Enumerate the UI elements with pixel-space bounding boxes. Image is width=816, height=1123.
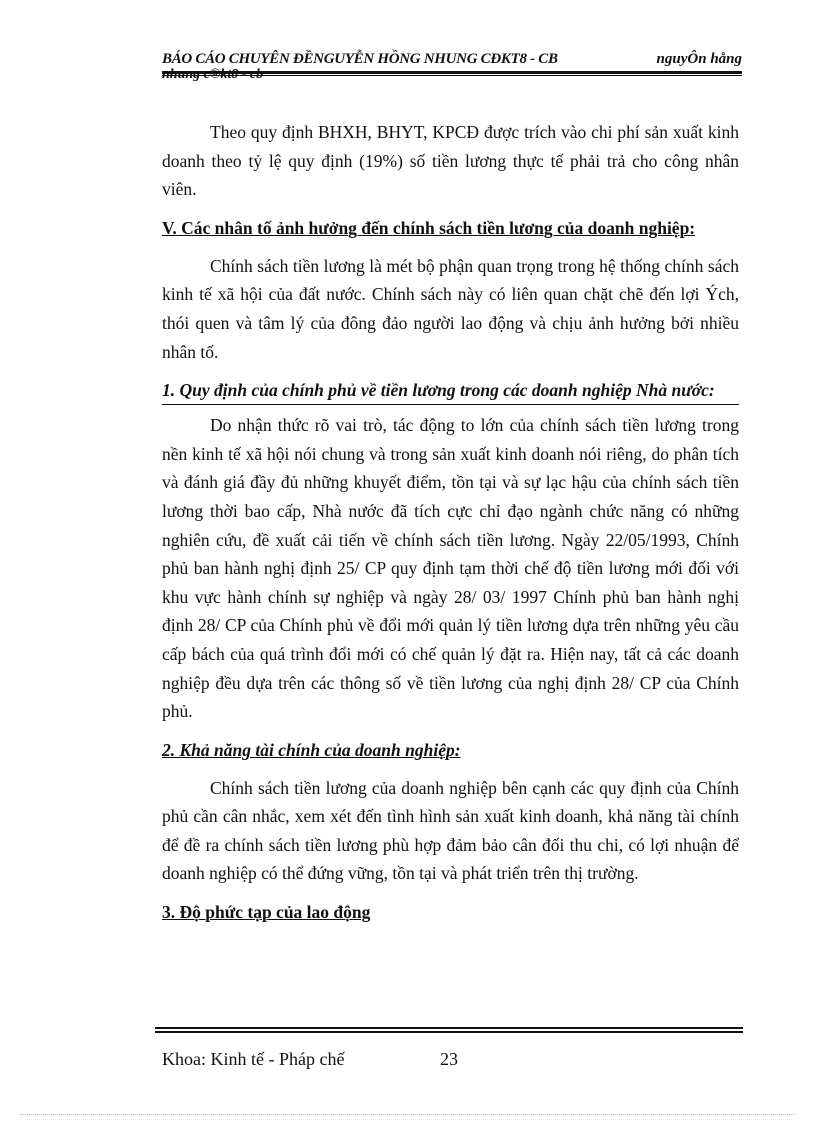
page-header xyxy=(162,50,742,82)
page-number: 23 xyxy=(440,1049,458,1069)
header-author-continued: nhung c®kt8 - cb xyxy=(162,67,264,82)
subsection-heading-2: 2. Khả năng tài chính của doanh nghiệp: xyxy=(162,739,461,760)
header-rule xyxy=(162,71,742,76)
paragraph-insurance: Theo quy định BHXH, BHYT, KPCĐ được trích vào chi phí sản xuất kinh doanh theo tỷ lệ quy định (19%) số tiền lương thực tế phải trả cho công nhân viên. xyxy=(162,122,739,200)
subsection-heading-3: 3. Độ phức tạp của lao động xyxy=(162,902,371,923)
header-title: BÁO CÁO CHUYÊN ĐỀNGUYỄN HỒNG NHUNG CĐKT8 - CB xyxy=(162,51,558,67)
page-edge-divider xyxy=(20,1114,796,1115)
paragraph-government-regulation: Do nhận thức rõ vai trò, tác động to lớn của chính sách tiền lương trong nền kinh tế xã hội nói chung và trong sản xuất kinh doanh nói riêng, do phân tích và đánh giá đầy đủ những khuyết điểm, tồn tại và sự lạc hậu của chính sách tiền lương thời bao cấp, Nhà nước đã tích cực chỉ đạo ngành chức năng có những nghiên cứu, đề xuất cải tiến về chính sách tiền lương. Ngày 22/05/1993, Chính phủ ban hành nghị định 25/ CP quy định tạm thời chế độ tiền lương mới đối với khu vực hành chính sự nghiệp và ngày 28/ 03/ 1997 Chính phủ ban hành nghị định 28/ CP của Chính phủ về đổi mới quản lý tiền lương dựa trên những yêu cầu cấp bách của quá trình đổi mới có chế quản lý đặt ra. Hiện nay, tất cả các doanh nghiệp đều dựa trên các thông số về tiền lương của nghị định 28/ CP của Chính phủ. xyxy=(162,415,739,722)
footer-rule xyxy=(155,1027,743,1033)
subsection-heading-1: 1. Quy định của chính phủ về tiền lương trong các doanh nghiệp Nhà nước: xyxy=(162,376,739,405)
footer-faculty: Khoa: Kinh tế - Pháp chế xyxy=(162,1049,345,1069)
document-body xyxy=(162,118,739,936)
section-heading-v: V. Các nhân tố ảnh hưởng đến chính sách tiền lương của doanh nghiệp: xyxy=(162,217,696,238)
header-author: nguyÔn hång xyxy=(656,51,742,67)
paragraph-financial-capacity: Chính sách tiền lương của doanh nghiệp bên cạnh các quy định của Chính phủ cần cân nhắc, xem xét đến tình hình sản xuất kinh doanh, khả năng tài chính để đề ra chính sách tiền lương phù hợp đảm bảo cân đối thu chi, có lợi nhuận để doanh nghiệp có thể đứng vững, tồn tại và phát triển trên thị trường. xyxy=(162,777,739,884)
paragraph-wage-policy: Chính sách tiền lương là mét bộ phận quan trọng trong hệ thống chính sách kinh tế xã hội của đất nước. Chính sách này có liên quan chặt chẽ đến lợi Ých, thói quen và tâm lý của đông đảo người lao động và chịu ảnh hưởng bởi nhiều nhân tố. xyxy=(162,255,739,362)
